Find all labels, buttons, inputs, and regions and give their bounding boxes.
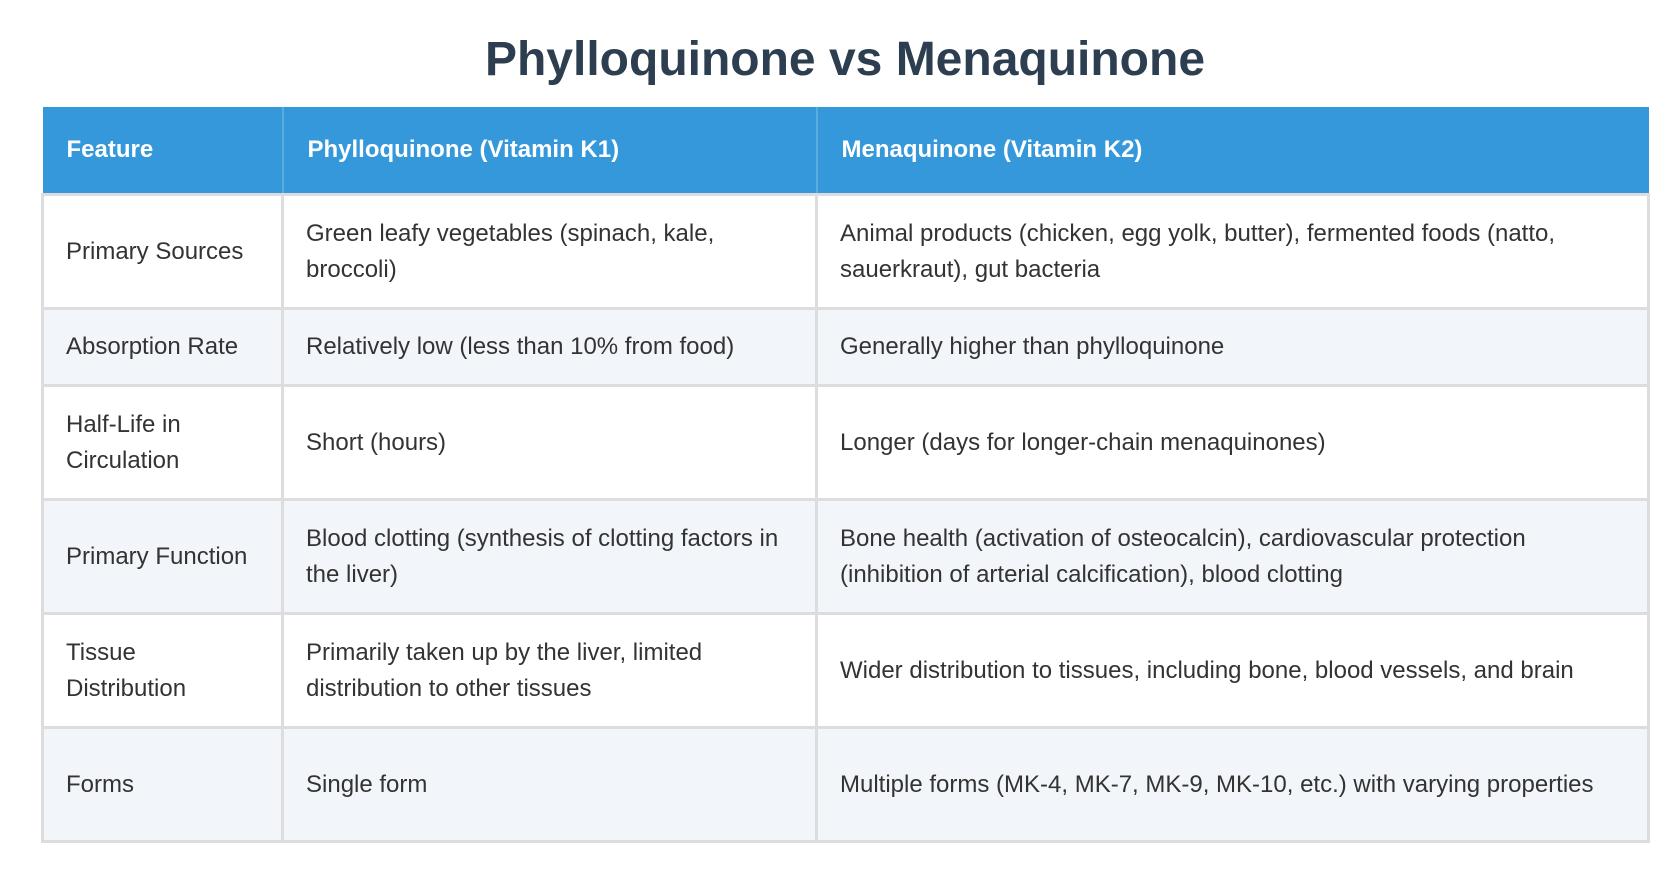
- table-row: [43, 195, 1649, 309]
- table-row: [43, 386, 1649, 500]
- k2-cell: Multiple forms (MK-4, MK-7, MK-9, MK-10, etc.) with varying properties: [817, 728, 1649, 842]
- table-row: [43, 728, 1649, 842]
- header-feature: Feature: [43, 107, 283, 195]
- header-phylloquinone: Phylloquinone (Vitamin K1): [283, 107, 817, 195]
- k2-cell: Longer (days for longer-chain menaquinones): [817, 386, 1649, 500]
- k2-cell: Animal products (chicken, egg yolk, butter), fermented foods (natto, sauerkraut), gut bacteria: [817, 195, 1649, 309]
- k2-cell: Bone health (activation of osteocalcin), cardiovascular protection (inhibition of arterial calcification), blood clotting: [817, 500, 1649, 614]
- page-title: Phylloquinone vs Menaquinone: [484, 33, 1206, 86]
- comparison-table: [41, 107, 1650, 843]
- k2-cell: Generally higher than phylloquinone: [817, 309, 1649, 386]
- table-row: [43, 500, 1649, 614]
- feature-cell: Primary Sources: [43, 195, 283, 309]
- k2-cell: Wider distribution to tissues, including bone, blood vessels, and brain: [817, 614, 1649, 728]
- header-menaquinone: Menaquinone (Vitamin K2): [817, 107, 1649, 195]
- table-row: [43, 309, 1649, 386]
- k1-cell: Short (hours): [283, 386, 817, 500]
- feature-cell: Half-Life in Circulation: [43, 386, 283, 500]
- k1-cell: Primarily taken up by the liver, limited distribution to other tissues: [283, 614, 817, 728]
- feature-cell: Tissue Distribution: [43, 614, 283, 728]
- k1-cell: Single form: [283, 728, 817, 842]
- feature-cell: Forms: [43, 728, 283, 842]
- feature-cell: Primary Function: [43, 500, 283, 614]
- table-row: [43, 614, 1649, 728]
- k1-cell: Blood clotting (synthesis of clotting factors in the liver): [283, 500, 817, 614]
- k1-cell: Relatively low (less than 10% from food): [283, 309, 817, 386]
- k1-cell: Green leafy vegetables (spinach, kale, broccoli): [283, 195, 817, 309]
- feature-cell: Absorption Rate: [43, 309, 283, 386]
- table-header-row: [43, 107, 1649, 195]
